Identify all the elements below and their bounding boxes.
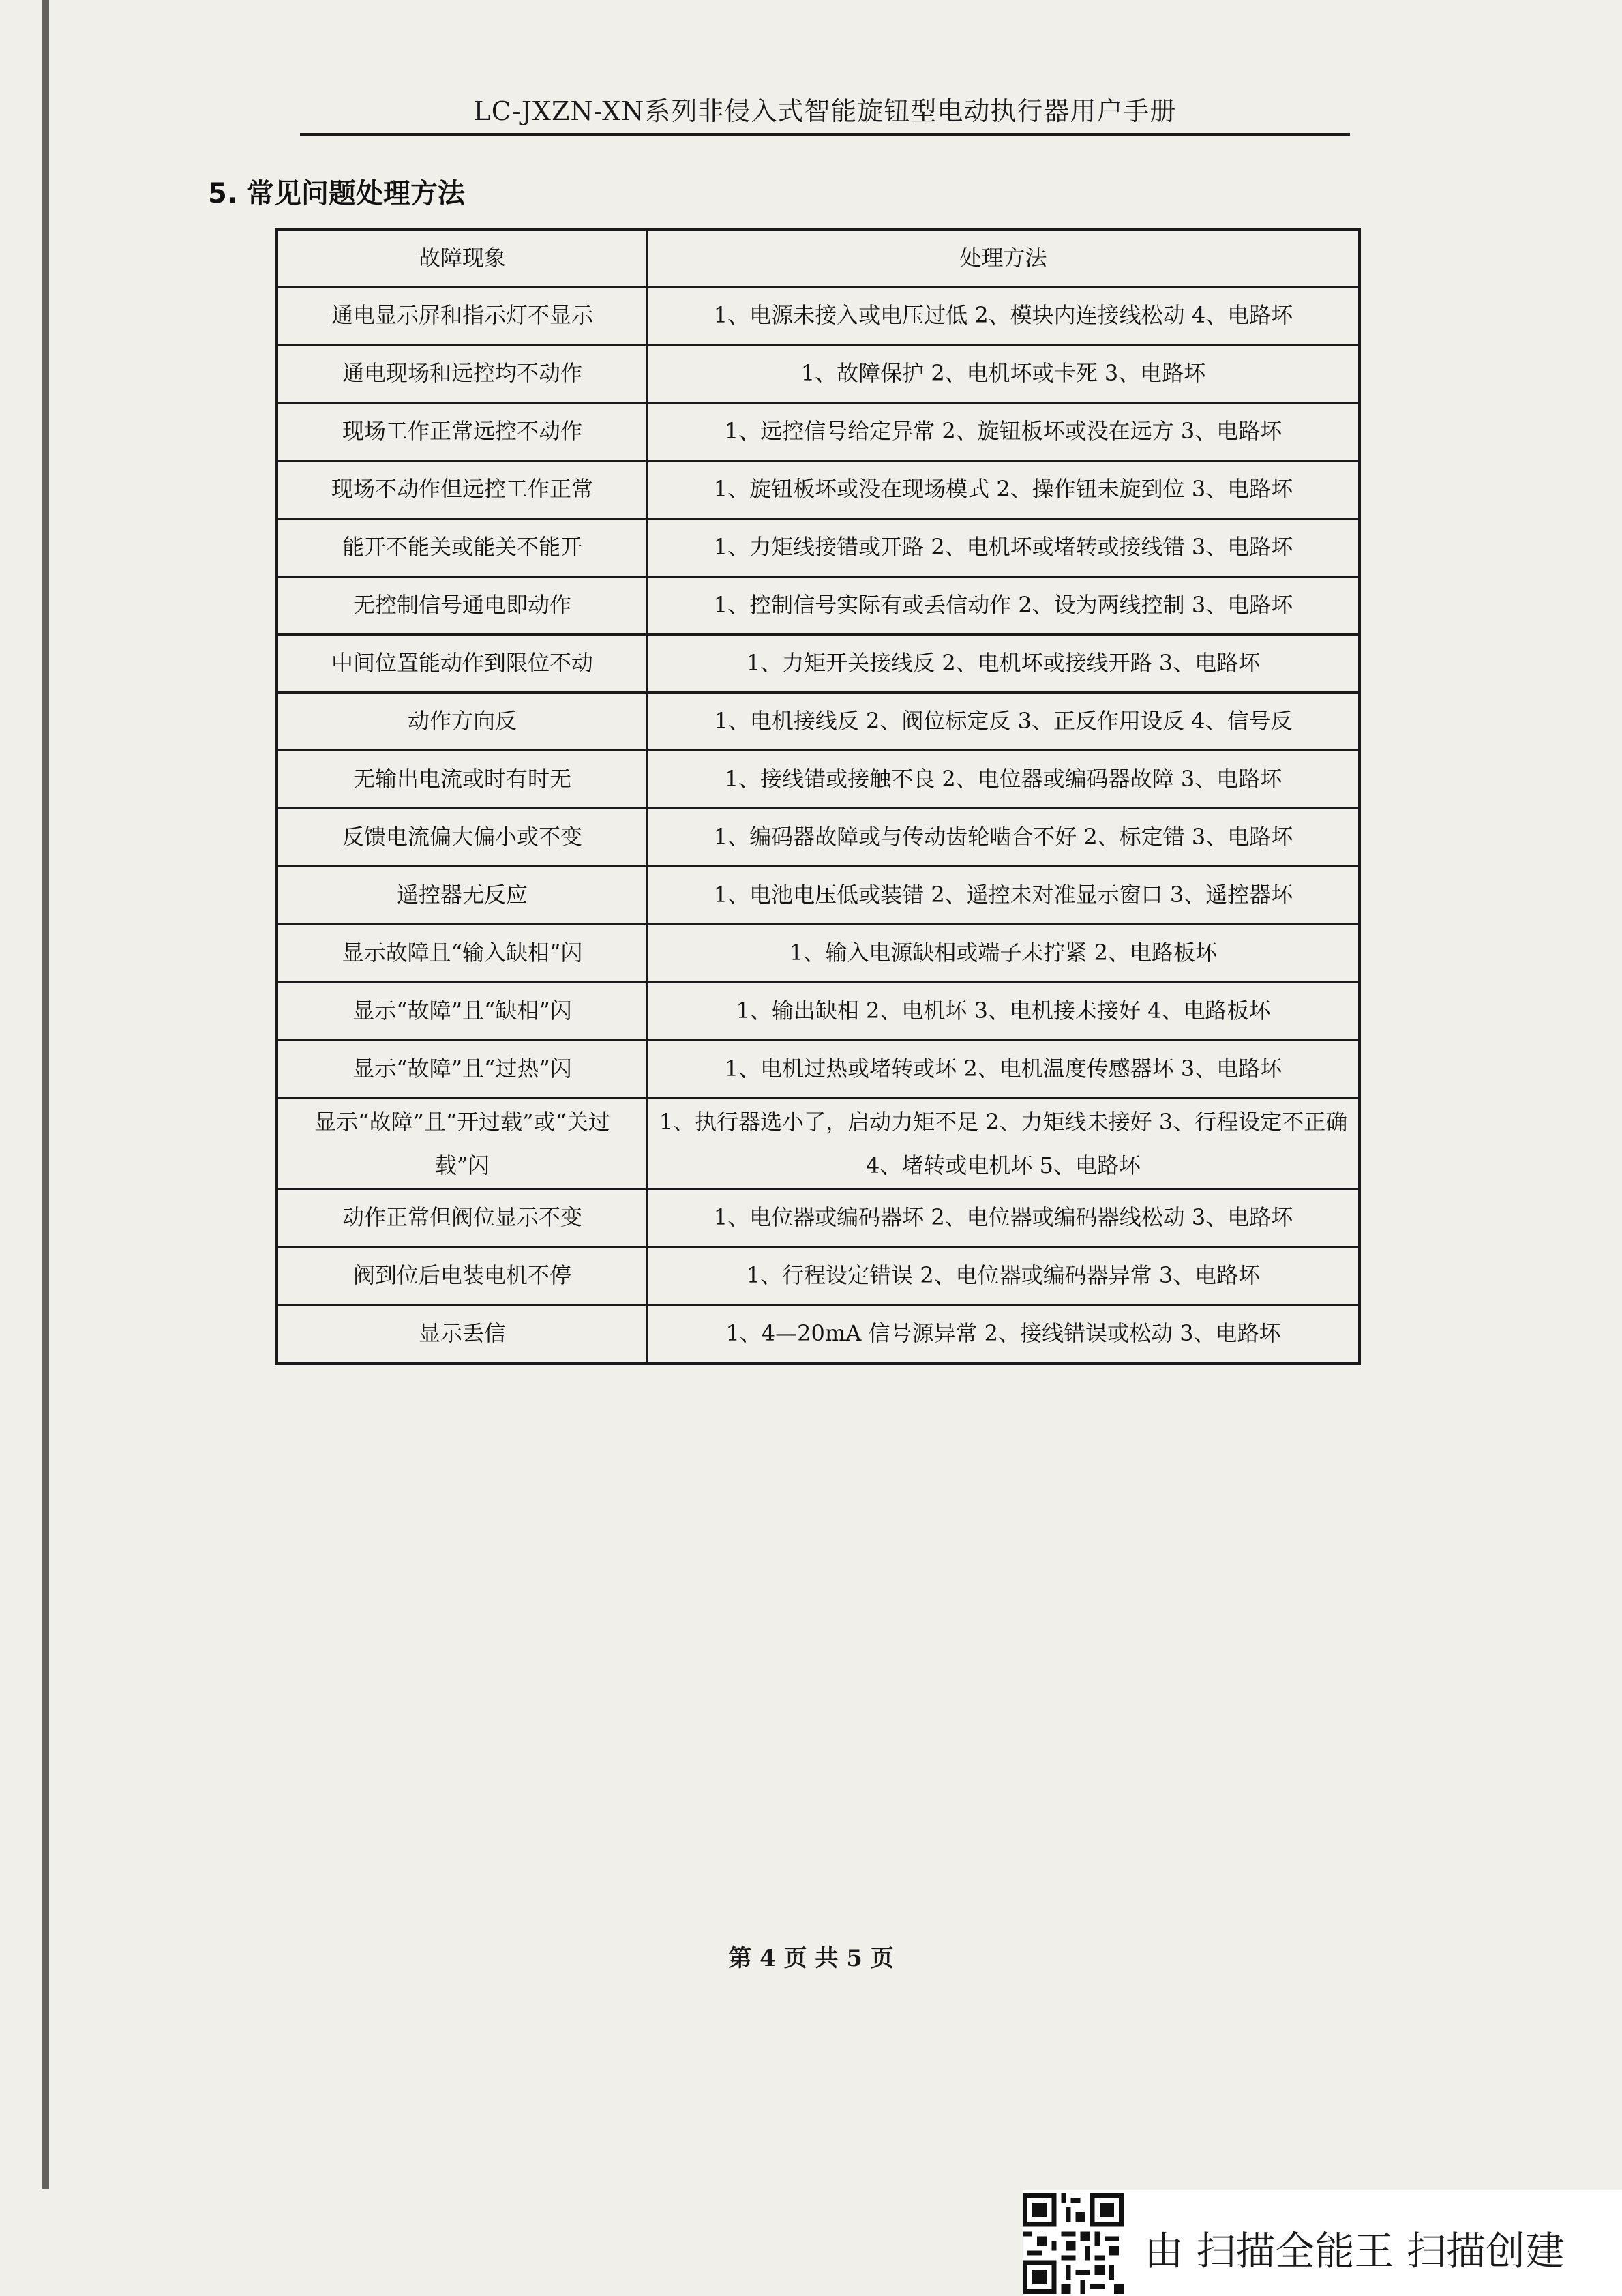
scanner-watermark (1023, 2190, 1622, 2296)
column-header-symptom: 故障现象 (277, 230, 648, 287)
table-row (277, 809, 1360, 867)
fault-method: 1、输出缺相 2、电机坏 3、电机接未接好 4、电路板坏 (648, 983, 1360, 1041)
fault-symptom: 现场工作正常远控不动作 (277, 403, 648, 461)
fault-method: 1、行程设定错误 2、电位器或编码器异常 3、电路坏 (648, 1247, 1360, 1305)
fault-method: 1、力矩线接错或开路 2、电机坏或堵转或接线错 3、电路坏 (648, 519, 1360, 577)
table-row (277, 577, 1360, 635)
table-row (277, 519, 1360, 577)
fault-symptom: 通电现场和远控均不动作 (277, 345, 648, 403)
fault-method: 1、接线错或接触不良 2、电位器或编码器故障 3、电路坏 (648, 751, 1360, 809)
fault-symptom: 显示“故障”且“缺相”闪 (277, 983, 648, 1041)
troubleshooting-table (275, 228, 1361, 1365)
fault-symptom: 显示故障且“输入缺相”闪 (277, 925, 648, 983)
manual-title: LC-JXZN-XN系列非侵入式智能旋钮型电动执行器用户手册 (473, 96, 1177, 126)
fault-method: 1、故障保护 2、电机坏或卡死 3、电路坏 (648, 345, 1360, 403)
section-heading: 5. 常见问题处理方法 (208, 178, 465, 209)
table-header-row (277, 230, 1360, 287)
fault-method: 1、控制信号实际有或丢信动作 2、设为两线控制 3、电路坏 (648, 577, 1360, 635)
table-row (277, 635, 1360, 693)
binding-edge (42, 0, 49, 2189)
table-row (277, 751, 1360, 809)
fault-symptom: 显示丢信 (277, 1305, 648, 1364)
fault-method: 1、力矩开关接线反 2、电机坏或接线开路 3、电路坏 (648, 635, 1360, 693)
watermark-text: 由 扫描全能王 扫描创建 (1144, 2228, 1565, 2274)
table-row (277, 345, 1360, 403)
fault-symptom: 能开不能关或能关不能开 (277, 519, 648, 577)
fault-method: 1、编码器故障或与传动齿轮啮合不好 2、标定错 3、电路坏 (648, 809, 1360, 867)
table-row (277, 461, 1360, 519)
fault-method: 1、电机接线反 2、阀位标定反 3、正反作用设反 4、信号反 (648, 693, 1360, 751)
table-row (277, 403, 1360, 461)
fault-symptom: 显示“故障”且“开过载”或“关过载”闪 (277, 1099, 648, 1189)
fault-method: 1、电位器或编码器坏 2、电位器或编码器线松动 3、电路坏 (648, 1189, 1360, 1247)
table-row (277, 1099, 1360, 1189)
column-header-method: 处理方法 (648, 230, 1360, 287)
fault-symptom: 动作方向反 (277, 693, 648, 751)
fault-symptom: 动作正常但阀位显示不变 (277, 1189, 648, 1247)
fault-symptom: 现场不动作但远控工作正常 (277, 461, 648, 519)
table-row (277, 925, 1360, 983)
page-number: 第 4 页 共 5 页 (728, 1945, 894, 1972)
fault-symptom: 显示“故障”且“过热”闪 (277, 1041, 648, 1099)
table-row (277, 1305, 1360, 1364)
table-row (277, 287, 1360, 345)
qr-code-icon (1023, 2193, 1124, 2294)
fault-symptom: 无输出电流或时有时无 (277, 751, 648, 809)
fault-method: 1、执行器选小了，启动力矩不足 2、力矩线未接好 3、行程设定不正确 4、堵转或电机坏 5、电路坏 (648, 1099, 1360, 1189)
table-row (277, 1189, 1360, 1247)
fault-method: 1、电机过热或堵转或坏 2、电机温度传感器坏 3、电路坏 (648, 1041, 1360, 1099)
table-row (277, 1247, 1360, 1305)
fault-symptom: 遥控器无反应 (277, 867, 648, 925)
fault-symptom: 反馈电流偏大偏小或不变 (277, 809, 648, 867)
header-rule (300, 133, 1350, 136)
table-row (277, 983, 1360, 1041)
fault-method: 1、旋钮板坏或没在现场模式 2、操作钮未旋到位 3、电路坏 (648, 461, 1360, 519)
table-row (277, 1041, 1360, 1099)
fault-symptom: 通电显示屏和指示灯不显示 (277, 287, 648, 345)
fault-method: 1、远控信号给定异常 2、旋钮板坏或没在远方 3、电路坏 (648, 403, 1360, 461)
fault-symptom: 无控制信号通电即动作 (277, 577, 648, 635)
fault-method: 1、电池电压低或装错 2、遥控未对准显示窗口 3、遥控器坏 (648, 867, 1360, 925)
fault-symptom: 阀到位后电装电机不停 (277, 1247, 648, 1305)
fault-symptom: 中间位置能动作到限位不动 (277, 635, 648, 693)
table-row (277, 867, 1360, 925)
table-row (277, 693, 1360, 751)
fault-method: 1、输入电源缺相或端子未拧紧 2、电路板坏 (648, 925, 1360, 983)
fault-method: 1、4—20mA 信号源异常 2、接线错误或松动 3、电路坏 (648, 1305, 1360, 1364)
fault-method: 1、电源未接入或电压过低 2、模块内连接线松动 4、电路坏 (648, 287, 1360, 345)
